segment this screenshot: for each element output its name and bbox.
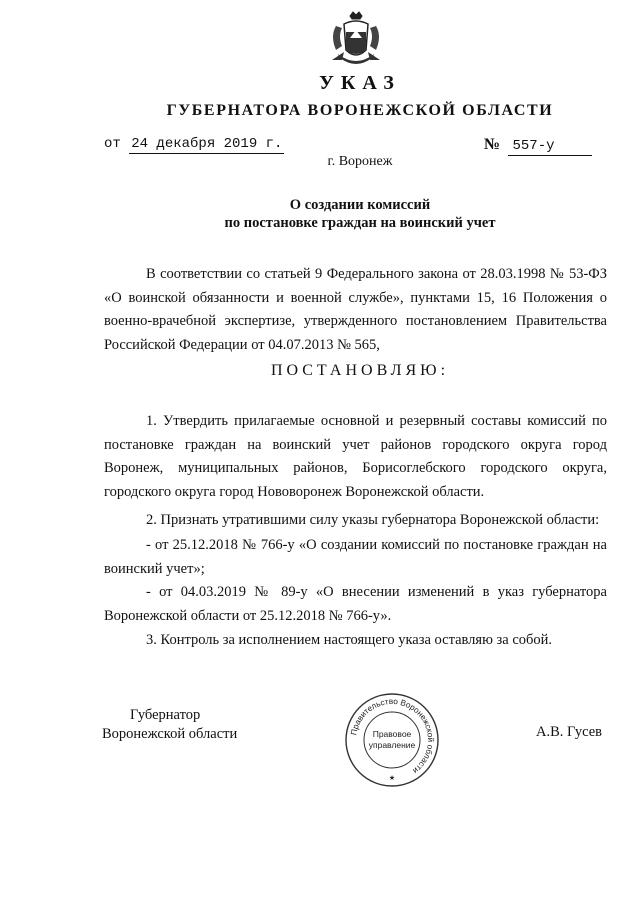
signatory-title bbox=[102, 706, 237, 744]
document-subject bbox=[0, 196, 640, 232]
document-title: УКАЗ bbox=[319, 72, 401, 94]
item-2-paragraph: 2. Признать утратившими силу указы губернатора Воронежской области: bbox=[146, 512, 600, 528]
city: г. Воронеж bbox=[327, 154, 393, 169]
signatory-title-line-1: Губернатор bbox=[130, 707, 201, 723]
stamp-center-line-2: управление bbox=[368, 740, 416, 750]
item-1-paragraph: 1. Утвердить прилагаемые основной и резервный составы комиссий по постановке граждан на воинский учет районов городского округа город Воронеж, муниципальных районов, Борисоглебского городского округа, городского округа город Нововоронеж Воронежской области. bbox=[104, 413, 607, 500]
number-line bbox=[484, 136, 592, 156]
item-3-paragraph: 3. Контроль за исполнением настоящего указа оставляю за собой. bbox=[146, 632, 553, 648]
stamp-star-icon: ★ bbox=[388, 775, 396, 782]
number-sign: № bbox=[484, 136, 501, 153]
item-2a-paragraph: - от 25.12.2018 № 766-у «О создании комиссий по постановке граждан на воинский учет»; bbox=[104, 537, 607, 577]
document-number: 557-у bbox=[508, 138, 592, 156]
stamp-center-line-1: Правовое bbox=[372, 729, 412, 739]
signatory-name: А.В. Гусев bbox=[536, 724, 602, 740]
date-line bbox=[104, 136, 284, 154]
coat-of-arms-emblem bbox=[328, 10, 384, 70]
date-prefix: от bbox=[104, 136, 121, 152]
subject-line-1: О создании комиссий bbox=[289, 197, 431, 213]
official-stamp bbox=[344, 692, 440, 788]
decree-heading: ПОСТАНОВЛЯЮ: bbox=[270, 362, 450, 379]
document-subtitle: ГУБЕРНАТОРА ВОРОНЕЖСКОЙ ОБЛАСТИ bbox=[166, 102, 554, 119]
document-date: 24 декабря 2019 г. bbox=[131, 136, 283, 152]
preamble-paragraph: В соответствии со статьей 9 Федерального закона от 28.03.1998 № 53-ФЗ «О воинской обязанности и военной службе», пунктами 15, 16 Положения о военно-врачебной экспертизе, утвержденного постановлением Правительства Российской Федерации от 04.07.2013 № 565, bbox=[104, 266, 607, 353]
stamp-ring-text: Правительство Воронежской области bbox=[349, 696, 436, 776]
subject-line-2: по постановке граждан на воинский учет bbox=[224, 215, 496, 231]
signatory-title-line-2: Воронежской области bbox=[102, 726, 238, 742]
item-2b-paragraph: - от 04.03.2019 № 89-у «О внесении изменений в указ губернатора Воронежской области от 25.12.2018 № 766-у». bbox=[104, 584, 607, 624]
